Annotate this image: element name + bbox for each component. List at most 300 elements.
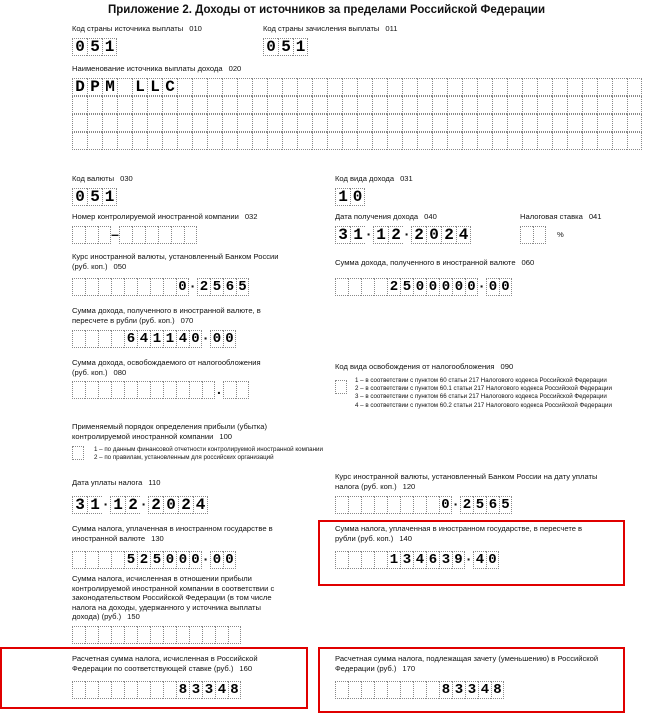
char-cell: [222, 78, 237, 96]
char-cell: [417, 96, 432, 114]
char-cell: [402, 114, 417, 132]
char-cell: [85, 330, 98, 348]
field-040[interactable]: [335, 226, 471, 244]
char-cell: [72, 330, 85, 348]
char-cell: [327, 96, 342, 114]
char-cell: 0: [223, 330, 236, 348]
char-cell: [85, 551, 98, 569]
char-cell: [222, 132, 237, 150]
char-cell: [348, 496, 361, 514]
char-cell: 0: [189, 330, 202, 348]
field-020-line4[interactable]: [72, 132, 642, 150]
label-160: Расчетная сумма налога, исчисленная в Российской Федерации по соответствующей ставке (руб.) 160: [72, 654, 258, 673]
char-cell: [297, 114, 312, 132]
integer-part: [72, 278, 189, 296]
char-cell: [477, 96, 492, 114]
char-cell: 0: [426, 278, 439, 296]
char-cell: [150, 681, 163, 699]
char-cell: [627, 114, 642, 132]
char-cell: [282, 114, 297, 132]
char-cell: [387, 681, 400, 699]
char-cell: [111, 681, 124, 699]
char-cell: [432, 132, 447, 150]
char-cell: [507, 132, 522, 150]
char-cell: [447, 114, 462, 132]
char-cell: [374, 278, 387, 296]
char-cell: [162, 114, 177, 132]
field-050[interactable]: [72, 278, 249, 296]
char-cell: 1: [293, 38, 308, 56]
char-cell: 1: [87, 496, 102, 514]
char-cell: 5: [210, 278, 223, 296]
char-cell: [312, 96, 327, 114]
char-cell: [72, 381, 85, 399]
char-cell: [522, 132, 537, 150]
char-cell: [417, 132, 432, 150]
char-cell: [137, 278, 150, 296]
char-cell: [417, 78, 432, 96]
char-cell: 0: [72, 38, 87, 56]
char-cell: [417, 114, 432, 132]
option-090-2: 2 – в соответствии с пунктом 60.1 статьи 217 Налогового кодекса Российской Федерации: [355, 385, 612, 393]
field-010[interactable]: [72, 38, 117, 56]
field-160[interactable]: [72, 681, 241, 699]
field-090[interactable]: [335, 380, 347, 394]
char-cell: 3: [189, 681, 202, 699]
char-cell: [237, 132, 252, 150]
char-cell: 0: [350, 188, 365, 206]
char-cell: [537, 96, 552, 114]
char-cell: [117, 114, 132, 132]
char-cell: [312, 132, 327, 150]
field-170[interactable]: [335, 681, 504, 699]
char-cell: [361, 681, 374, 699]
label-030: Код валюты 030: [72, 174, 133, 183]
field-032-part2[interactable]: [119, 226, 197, 244]
field-140[interactable]: [335, 551, 499, 569]
field-110[interactable]: [72, 496, 208, 514]
char-cell: [372, 96, 387, 114]
char-cell: [357, 96, 372, 114]
field-120[interactable]: [335, 496, 512, 514]
field-130[interactable]: [72, 551, 236, 569]
char-cell: M: [102, 78, 117, 96]
field-030[interactable]: [72, 188, 117, 206]
label-020: Наименование источника выплаты дохода 020: [72, 64, 242, 73]
char-cell: [342, 96, 357, 114]
char-cell: 4: [456, 226, 471, 244]
option-090-4: 4 – в соответствии с пунктом 60.2 статьи 217 Налогового кодекса Российской Федерации: [355, 401, 612, 409]
char-cell: [327, 114, 342, 132]
char-cell: [297, 132, 312, 150]
char-cell: [492, 132, 507, 150]
separator-dot: ·: [404, 226, 410, 242]
page-title: Приложение 2. Доходы от источников за пределами Российской Федерации: [107, 4, 546, 16]
char-cell: 8: [439, 681, 452, 699]
char-cell: [400, 496, 413, 514]
char-cell: [72, 446, 84, 460]
char-cell: [267, 78, 282, 96]
char-cell: [582, 78, 597, 96]
label-080: Сумма дохода, освобождаемого от налогообложения (руб. коп.) 080: [72, 358, 261, 377]
field-060[interactable]: [335, 278, 512, 296]
field-011[interactable]: [263, 38, 308, 56]
char-cell: 1: [387, 551, 400, 569]
char-cell: 0: [413, 278, 426, 296]
char-cell: 2: [460, 496, 473, 514]
char-cell: [98, 681, 111, 699]
char-cell: [400, 681, 413, 699]
char-cell: [132, 96, 147, 114]
field-032-part1[interactable]: [72, 226, 111, 244]
char-cell: [477, 114, 492, 132]
char-cell: [335, 278, 348, 296]
char-cell: [432, 78, 447, 96]
separator-dot: ·: [203, 551, 209, 567]
char-cell: 4: [478, 681, 491, 699]
field-080-int[interactable]: [72, 381, 215, 399]
char-cell: [282, 96, 297, 114]
field-031[interactable]: [335, 188, 365, 206]
char-cell: [124, 278, 137, 296]
char-cell: [137, 681, 150, 699]
char-cell: [150, 278, 163, 296]
char-cell: 8: [228, 681, 241, 699]
integer-part: [72, 330, 202, 348]
char-cell: [87, 96, 102, 114]
char-cell: [137, 626, 150, 644]
field-080-frac[interactable]: [223, 381, 249, 399]
char-cell: [374, 681, 387, 699]
label-010: Код страны источника выплаты 010: [72, 24, 202, 33]
field-100[interactable]: [72, 446, 84, 460]
char-cell: [176, 381, 189, 399]
char-cell: [202, 381, 215, 399]
char-cell: 3: [335, 226, 350, 244]
integer-part: [335, 551, 465, 569]
char-cell: 2: [441, 226, 456, 244]
label-120: Курс иностранной валюты, установленный Банком России на дату уплаты налога (руб. коп.) 120: [335, 472, 598, 491]
char-cell: [552, 78, 567, 96]
field-032[interactable]: [72, 226, 197, 244]
fraction-part: [486, 278, 512, 296]
char-cell: 0: [439, 278, 452, 296]
char-cell: [374, 551, 387, 569]
char-cell: [361, 278, 374, 296]
label-110: Дата уплаты налога 110: [72, 478, 161, 487]
field-150[interactable]: [72, 626, 241, 644]
char-cell: [327, 78, 342, 96]
char-cell: [111, 381, 124, 399]
char-cell: 1: [350, 226, 365, 244]
char-cell: [537, 78, 552, 96]
char-cell: [627, 78, 642, 96]
label-050: Курс иностранной валюты, установленный Банком России (руб. коп.) 050: [72, 252, 279, 271]
char-cell: 3: [439, 551, 452, 569]
char-cell: [348, 681, 361, 699]
char-cell: [552, 132, 567, 150]
options-100: [94, 446, 323, 462]
char-cell: [492, 114, 507, 132]
char-cell: [402, 78, 417, 96]
char-cell: [612, 114, 627, 132]
char-cell: [597, 114, 612, 132]
char-cell: [597, 78, 612, 96]
char-cell: [163, 381, 176, 399]
char-cell: 1: [102, 188, 117, 206]
char-cell: [177, 78, 192, 96]
char-cell: [335, 380, 347, 394]
char-cell: [111, 330, 124, 348]
char-cell: [132, 226, 145, 244]
char-cell: [335, 551, 348, 569]
char-cell: [117, 132, 132, 150]
char-cell: [492, 96, 507, 114]
char-cell: 1: [150, 330, 163, 348]
char-cell: [267, 114, 282, 132]
char-cell: [252, 78, 267, 96]
char-cell: 5: [473, 496, 486, 514]
char-cell: 5: [124, 551, 137, 569]
char-cell: 1: [110, 496, 125, 514]
char-cell: D: [72, 78, 87, 96]
char-cell: L: [132, 78, 147, 96]
char-cell: 0: [465, 278, 478, 296]
char-cell: 9: [452, 551, 465, 569]
field-020-line1[interactable]: [72, 78, 642, 96]
char-cell: 1: [373, 226, 388, 244]
label-032: Номер контролируемой иностранной компании 032: [72, 212, 258, 221]
char-cell: [162, 132, 177, 150]
char-cell: [357, 78, 372, 96]
char-cell: [189, 381, 202, 399]
char-cell: [117, 96, 132, 114]
char-cell: [597, 132, 612, 150]
char-cell: [237, 96, 252, 114]
char-cell: [567, 114, 582, 132]
char-cell: [462, 132, 477, 150]
char-cell: [533, 226, 546, 244]
field-070[interactable]: [72, 330, 236, 348]
decimal-point: .: [217, 381, 221, 397]
char-cell: [582, 114, 597, 132]
label-070: Сумма дохода, полученного в иностранной валюте, в пересчете в рубли (руб. коп.) 070: [72, 306, 261, 325]
char-cell: [582, 132, 597, 150]
char-cell: 3: [452, 681, 465, 699]
char-cell: [372, 78, 387, 96]
char-cell: [267, 96, 282, 114]
label-011: Код страны зачисления выплаты 011: [263, 24, 398, 33]
char-cell: [432, 114, 447, 132]
percent-sign: %: [557, 230, 564, 239]
char-cell: 0: [72, 188, 87, 206]
char-cell: [177, 96, 192, 114]
char-cell: [102, 132, 117, 150]
label-090: Код вида освобождения от налогообложения 090: [335, 362, 514, 371]
char-cell: 2: [137, 551, 150, 569]
char-cell: [426, 681, 439, 699]
option-100-2: 2 – по правилам, установленным для российских организаций: [94, 454, 274, 462]
char-cell: [477, 132, 492, 150]
char-cell: 6: [223, 278, 236, 296]
char-cell: [342, 132, 357, 150]
char-cell: [335, 496, 348, 514]
char-cell: [162, 96, 177, 114]
char-cell: [177, 114, 192, 132]
char-cell: L: [147, 78, 162, 96]
char-cell: [124, 681, 137, 699]
char-cell: [348, 278, 361, 296]
char-cell: 2: [411, 226, 426, 244]
char-cell: 0: [163, 496, 178, 514]
char-cell: 8: [176, 681, 189, 699]
char-cell: [462, 96, 477, 114]
char-cell: [98, 381, 111, 399]
field-020[interactable]: [72, 78, 642, 150]
char-cell: [507, 114, 522, 132]
char-cell: [85, 626, 98, 644]
char-cell: [567, 132, 582, 150]
char-cell: [462, 78, 477, 96]
char-cell: [507, 96, 522, 114]
char-cell: [117, 78, 132, 96]
char-cell: [342, 114, 357, 132]
char-cell: [207, 114, 222, 132]
char-cell: 2: [148, 496, 163, 514]
char-cell: 5: [87, 38, 102, 56]
char-cell: [597, 96, 612, 114]
field-080[interactable]: [72, 381, 249, 399]
char-cell: [361, 496, 374, 514]
char-cell: [387, 496, 400, 514]
fraction-part: [197, 278, 249, 296]
char-cell: 5: [499, 496, 512, 514]
char-cell: 1: [102, 38, 117, 56]
char-cell: [98, 551, 111, 569]
separator-dot: ·: [190, 278, 196, 294]
char-cell: [72, 626, 85, 644]
char-cell: [85, 681, 98, 699]
char-cell: [612, 78, 627, 96]
char-cell: [413, 496, 426, 514]
separator-dot: ·: [103, 496, 109, 512]
label-150: Сумма налога, исчисленная в отношении прибыли контролируемой иностранной компании в соответствии с законодательством Российской Федерации (в том числе налога на доходы, удержанного у источника выплаты дохода) (руб.) 150: [72, 574, 275, 622]
char-cell: 6: [486, 496, 499, 514]
char-cell: [72, 278, 85, 296]
char-cell: [312, 114, 327, 132]
char-cell: [189, 626, 202, 644]
char-cell: [335, 681, 348, 699]
char-cell: 4: [473, 551, 486, 569]
char-cell: [177, 132, 192, 150]
char-cell: [72, 681, 85, 699]
char-cell: [252, 114, 267, 132]
char-cell: [612, 96, 627, 114]
char-cell: 3: [400, 551, 413, 569]
char-cell: 5: [87, 188, 102, 206]
separator-dot: ·: [203, 330, 209, 346]
fraction-part: [473, 551, 499, 569]
char-cell: [520, 226, 533, 244]
char-cell: [627, 132, 642, 150]
char-cell: [492, 78, 507, 96]
char-cell: P: [87, 78, 102, 96]
char-cell: [85, 278, 98, 296]
char-cell: [357, 114, 372, 132]
char-cell: [163, 681, 176, 699]
char-cell: [348, 551, 361, 569]
char-cell: [163, 626, 176, 644]
field-020-line3[interactable]: [72, 114, 642, 132]
char-cell: 2: [388, 226, 403, 244]
char-cell: 0: [223, 551, 236, 569]
char-cell: 2: [197, 278, 210, 296]
field-020-line2[interactable]: [72, 96, 642, 114]
char-cell: [171, 226, 184, 244]
char-cell: [72, 114, 87, 132]
char-cell: 5: [278, 38, 293, 56]
option-100-1: 1 – по данным финансовой отчетности контролируемой иностранной компании: [94, 446, 323, 453]
separator-dot: ·: [366, 226, 372, 242]
label-170: Расчетная сумма налога, подлежащая зачету (уменьшению) в Российской Федерации (руб.) 170: [335, 654, 599, 673]
char-cell: 0: [486, 551, 499, 569]
char-cell: [102, 114, 117, 132]
char-cell: [163, 278, 176, 296]
char-cell: [124, 381, 137, 399]
char-cell: [147, 114, 162, 132]
char-cell: [207, 96, 222, 114]
char-cell: 3: [72, 496, 87, 514]
char-cell: [98, 226, 111, 244]
char-cell: [184, 226, 197, 244]
char-cell: [119, 226, 132, 244]
char-cell: [361, 551, 374, 569]
char-cell: [537, 132, 552, 150]
char-cell: [402, 96, 417, 114]
char-cell: [98, 330, 111, 348]
char-cell: [432, 96, 447, 114]
char-cell: 0: [176, 551, 189, 569]
char-cell: 0: [499, 278, 512, 296]
char-cell: [447, 132, 462, 150]
field-041[interactable]: [520, 226, 546, 244]
char-cell: [158, 226, 171, 244]
fraction-part: [210, 330, 236, 348]
char-cell: [252, 96, 267, 114]
char-cell: [87, 132, 102, 150]
label-040: Дата получения дохода 040: [335, 212, 437, 221]
label-130: Сумма налога, уплаченная в иностранном государстве в иностранной валюте 130: [72, 524, 273, 543]
char-cell: [612, 132, 627, 150]
char-cell: 4: [137, 330, 150, 348]
char-cell: [150, 381, 163, 399]
char-cell: [447, 96, 462, 114]
char-cell: [537, 114, 552, 132]
char-cell: 0: [439, 496, 452, 514]
char-cell: [111, 278, 124, 296]
char-cell: [192, 78, 207, 96]
char-cell: [222, 114, 237, 132]
char-cell: [98, 626, 111, 644]
char-cell: [132, 132, 147, 150]
char-cell: [522, 78, 537, 96]
char-cell: [282, 132, 297, 150]
char-cell: 0: [163, 551, 176, 569]
char-cell: 3: [465, 681, 478, 699]
label-031: Код вида дохода 031: [335, 174, 413, 183]
char-cell: [192, 96, 207, 114]
char-cell: [282, 78, 297, 96]
